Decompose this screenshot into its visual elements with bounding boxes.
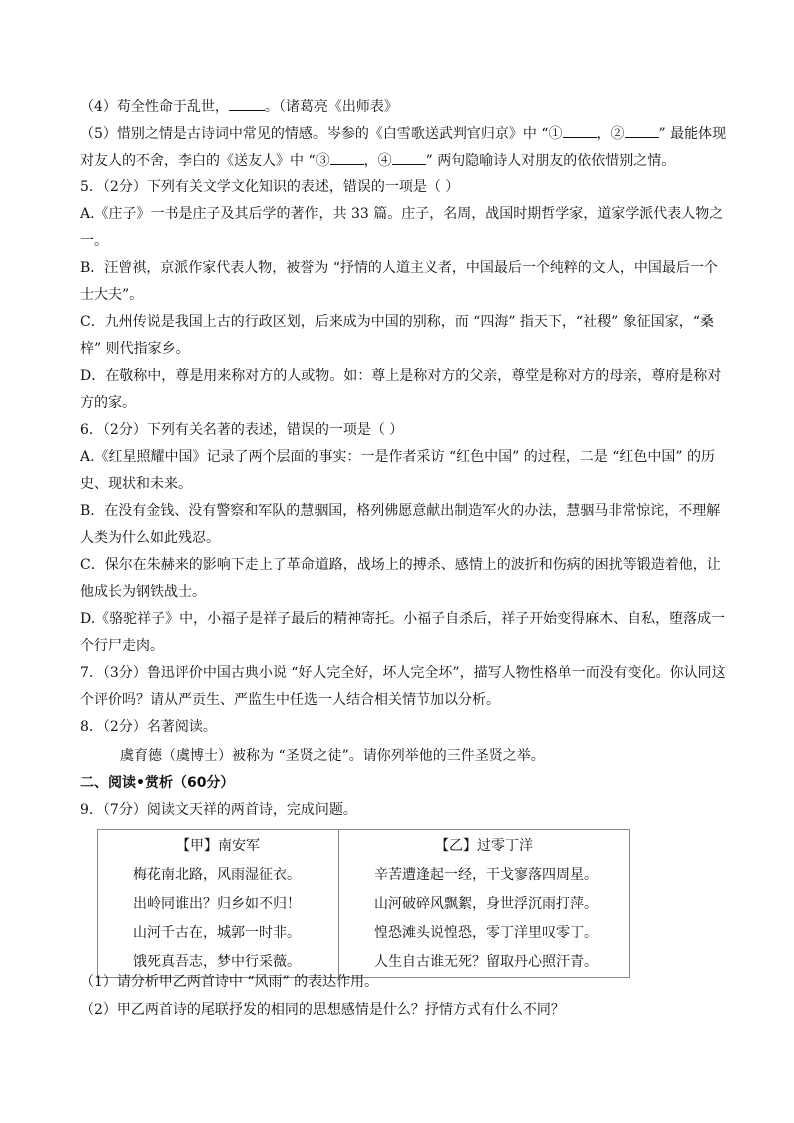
- option-c-cont: 梓” 则代指家乡。: [80, 341, 190, 357]
- question-9-stem: 9．（7分）阅读文天祥的两首诗，完成问题。: [80, 802, 357, 818]
- option-c: C．保尔在朱赫来的影响下走上了革命道路，战场上的搏杀、感情上的波折和伤病的困扰等锻造着他，让: [80, 557, 721, 573]
- question-8-stem: 8．（2分）名著阅读。: [80, 719, 217, 735]
- answer-blank[interactable]: [625, 123, 659, 138]
- question-9-sub-1: （1）请分析甲乙两首诗中 “风雨” 的表达作用。: [80, 974, 379, 990]
- poem-line: 辛苦遭逢起一经，干戈寥落四周星。: [374, 867, 598, 883]
- option-d-cont: 方的家。: [80, 395, 136, 411]
- poem-line: 山河破碎风飘絮，身世浮沉雨打萍。: [374, 896, 598, 912]
- option-d: D.《骆驼祥子》中，小福子是祥子最后的精神寄托。小福子自杀后，祥子开始变得麻木、自私，堕落成一: [80, 611, 726, 627]
- poem-line: 人生自古谁无死？留取丹心照汗青。: [374, 954, 598, 970]
- option-a: A.《红星照耀中国》记录了两个层面的事实：一是作者采访 “红色中国” 的过程，二是 “红色中国” 的历: [80, 449, 715, 465]
- section-2-heading: 二、阅读•赏析（60分）: [80, 775, 235, 791]
- poem-line: 出岭同谁出？归乡如不归！: [133, 896, 301, 912]
- answer-blank[interactable]: [392, 150, 426, 165]
- question-7-line-2: 个评价吗？请从严贡生、严监生中任选一人结合相关情节加以分析。: [80, 692, 500, 708]
- question-9-sub-2: （2）甲乙两首诗的尾联抒发的相同的思想感情是什么？抒情方式有什么不同？: [80, 1002, 565, 1018]
- option-d: D．在敬称中，尊是用来称对方的人或物。如：尊上是称对方的父亲，尊堂是称对方的母亲，尊府是称对: [80, 368, 722, 384]
- question-5-line-2: 对友人的不舍，李白的《送友人》中 “③ ，④ ” 两句隐喻诗人对朋友的依依惜别之情。: [80, 150, 730, 171]
- answer-blank[interactable]: [229, 96, 265, 111]
- question-5-mc-stem: 5．（2分）下列有关文学文化知识的表述，错误的一项是（ ）: [80, 179, 460, 195]
- poem-b-title: 【乙】过零丁洋: [435, 838, 533, 854]
- poem-line: 梅花南北路，风雨湿征衣。: [133, 867, 301, 883]
- question-8-body: 虞育德（虞博士）被称为 “圣贤之徒”。请你列举他的三件圣贤之举。: [120, 748, 545, 764]
- option-c-cont: 他成长为钢铁战士。: [80, 584, 206, 600]
- question-5-line-1: （5）惜别之情是古诗词中常见的情感。岑参的《白雪歌送武判官归京》中 “① ，② ” 最能体现: [80, 123, 730, 144]
- option-a-cont: 一。: [80, 233, 108, 249]
- option-a-cont: 史、现状和未来。: [80, 476, 192, 492]
- answer-blank[interactable]: [563, 123, 597, 138]
- question-7-line-1: 7．（3分）鲁迅评价中国古典小说 “好人完全好，坏人完全坏”，描写人物性格单一而没有变化。你认同这: [80, 665, 726, 681]
- option-b-cont: 人类为什么如此残忍。: [80, 530, 220, 546]
- option-d-cont: 个行尸走肉。: [80, 638, 164, 654]
- option-b: B．汪曾祺，京派作家代表人物，被誉为 “抒情的人道主义者，中国最后一个纯粹的文人，中国最后一个: [80, 260, 718, 276]
- option-b: B．在没有金钱、没有警察和军队的慧骃国，格列佛愿意献出制造军火的办法，慧骃马非常惊诧，不理解: [80, 503, 721, 519]
- poem-line: 饿死真吾志，梦中行采薇。: [133, 954, 301, 970]
- question-6-stem: 6．（2分）下列有关名著的表述，错误的一项是（ ）: [80, 422, 404, 438]
- poem-line: 惶恐滩头说惶恐，零丁洋里叹零丁。: [374, 925, 598, 941]
- poem-b-cell: [339, 830, 630, 978]
- option-c: C．九州传说是我国上古的行政区划，后来成为中国的别称，而 “四海” 指天下，“社稷” 象征国家，“桑: [80, 314, 714, 330]
- poem-a-cell: [98, 830, 339, 978]
- poem-table: [97, 829, 630, 978]
- poem-a-title: 【甲】南安军: [176, 838, 260, 854]
- poem-line: 山河千古在，城郭一时非。: [133, 925, 301, 941]
- option-b-cont: 士大夫”。: [80, 287, 144, 303]
- answer-blank[interactable]: [330, 150, 364, 165]
- question-4-line: （4）苟全性命于乱世， 。（诸葛亮《出师表》: [80, 96, 730, 117]
- option-a: A.《庄子》一书是庄子及其后学的著作，共 33 篇。庄子，名周，战国时期哲学家，道家学派代表人物之: [80, 206, 724, 222]
